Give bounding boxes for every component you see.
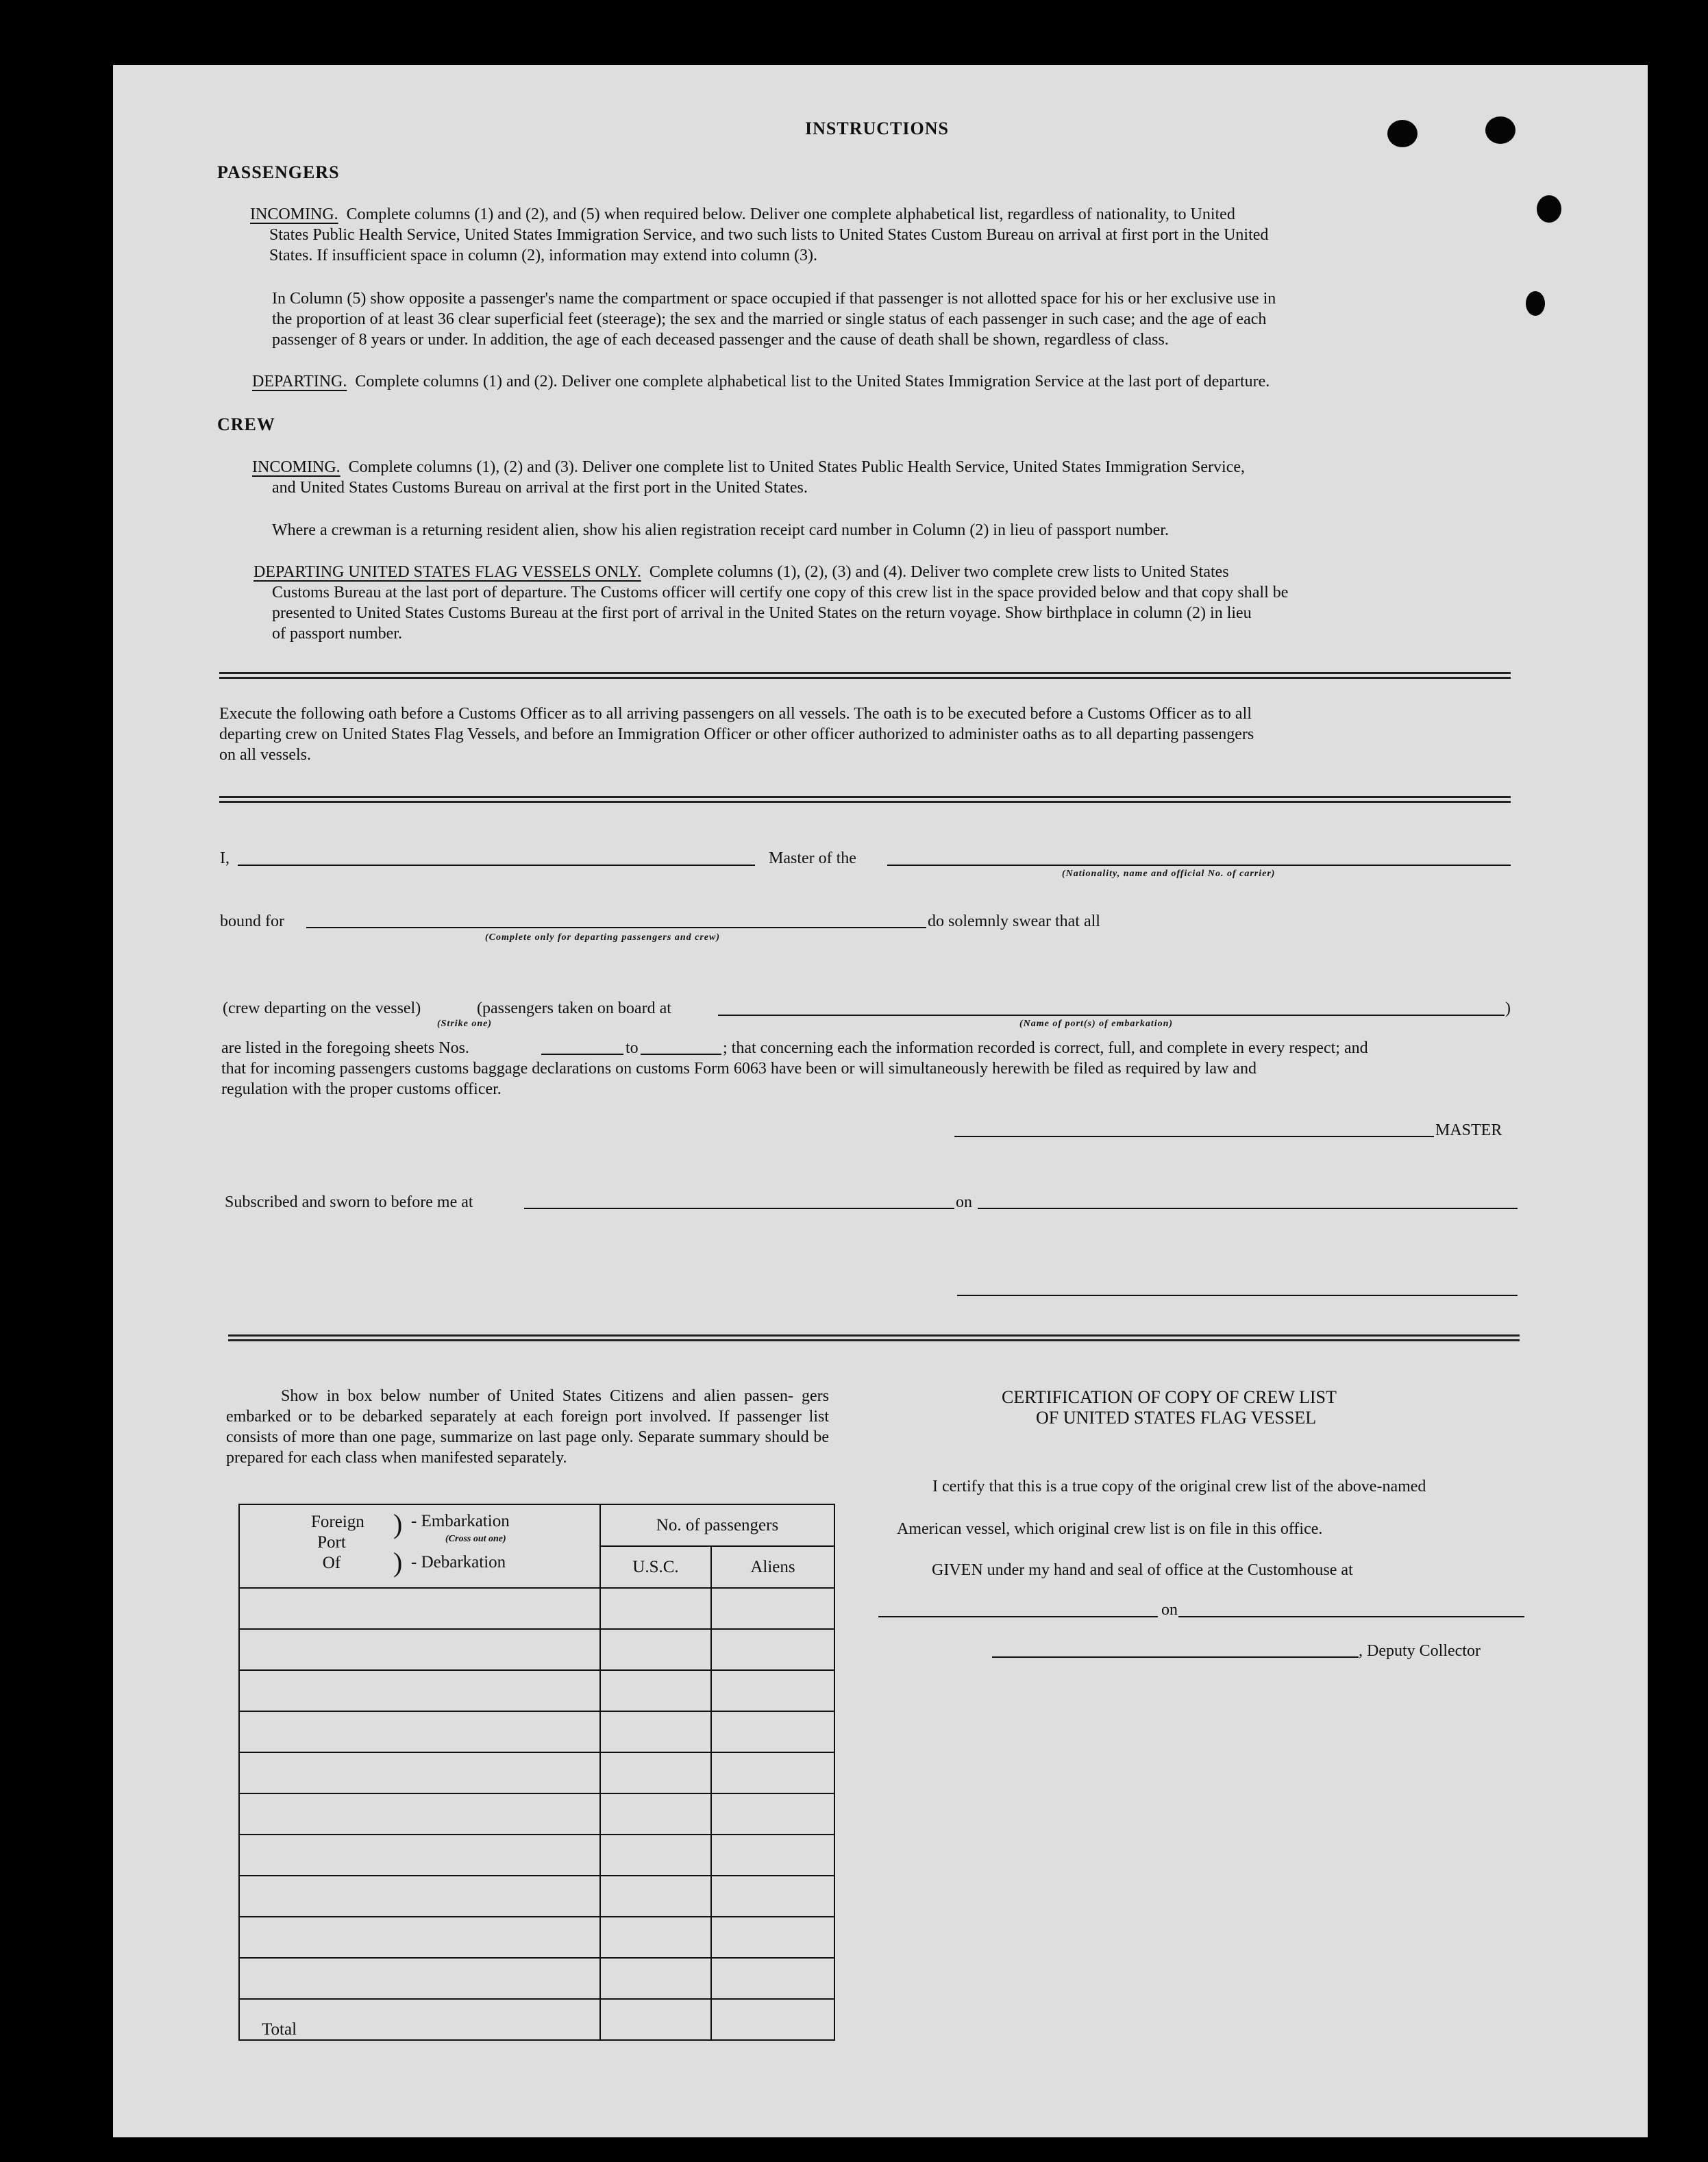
subscribed-date-field[interactable]	[978, 1208, 1518, 1209]
certification-title-line2: OF UNITED STATES FLAG VESSEL	[1036, 1408, 1317, 1428]
certification-on-label: on	[1161, 1601, 1178, 1619]
master-name-field[interactable]	[238, 865, 755, 866]
listed-suffix: ; that concerning each the information recorded is correct, full, and complete in every respect; and	[723, 1039, 1368, 1057]
divider	[228, 1334, 1520, 1341]
master-signature-field[interactable]	[954, 1136, 1434, 1137]
master-label: MASTER	[1435, 1121, 1502, 1139]
punch-hole	[1526, 291, 1545, 316]
listed-prefix: are listed in the foregoing sheets Nos.	[221, 1039, 469, 1057]
usc-header: U.S.C.	[600, 1546, 711, 1588]
crew-departing-line1: DEPARTING UNITED STATES FLAG VESSELS ONLY. Complete columns (1), (2), (3) and (4). Deliver two complete crew lists to United States	[253, 563, 1229, 581]
bound-for-label: bound for	[220, 912, 284, 930]
certify-line1: I certify that this is a true copy of the original crew list of the above-named	[932, 1478, 1426, 1495]
crew-departing-line3: presented to United States Customs Bureau at the first port of arrival in the United States on the return voyage. Show birthplace in column (2) in lieu	[272, 604, 1252, 622]
passengers-departing-label: DEPARTING.	[252, 373, 347, 390]
crew-heading: CREW	[217, 414, 275, 434]
certify-line2: American vessel, which original crew list is on file in this office.	[897, 1520, 1323, 1538]
crew-departing-line2: Customs Bureau at the last port of departure. The Customs officer will certify one copy of this crew list in the space provided below and that copy shall be	[272, 584, 1289, 601]
ports-caption: (Name of port(s) of embarkation)	[1019, 1019, 1174, 1029]
listed-line3: regulation with the proper customs officer.	[221, 1080, 502, 1098]
crew-departing-line4: of passport number.	[272, 625, 402, 643]
subscribed-label: Subscribed and sworn to before me at	[225, 1193, 473, 1211]
oath-intro-line2: departing crew on United States Flag Vessels, and before an Immigration Officer or other officer authorized to administer oaths as to all departing passengers	[219, 725, 1254, 743]
carrier-field[interactable]	[887, 865, 1511, 866]
aliens-header: Aliens	[711, 1546, 834, 1588]
form-page	[113, 65, 1648, 2137]
passengers-incoming-line1: INCOMING. Complete columns (1) and (2), and (5) when required below. Deliver one complete alphabetical list, regardless of nationality, to United	[250, 206, 1235, 223]
deputy-collector-label: , Deputy Collector	[1359, 1642, 1481, 1660]
oath-intro-line3: on all vessels.	[219, 746, 311, 764]
table-row[interactable]	[239, 1752, 600, 1793]
total-aliens[interactable]	[711, 1999, 834, 2040]
column5-line3: passenger of 8 years or under. In addition, the age of each deceased passenger and the cause of death shall be shown, regardless of class.	[272, 331, 1169, 349]
officer-signature-field[interactable]	[957, 1295, 1518, 1296]
table-row[interactable]	[239, 1835, 600, 1876]
subscribed-on-label: on	[956, 1193, 972, 1211]
sheet-to-field[interactable]	[641, 1054, 721, 1055]
certification-title-line1: CERTIFICATION OF COPY OF CREW LIST	[1002, 1387, 1337, 1407]
passenger-summary-table	[238, 1504, 835, 2041]
carrier-caption: (Nationality, name and official No. of carrier)	[1062, 869, 1276, 879]
divider	[219, 796, 1511, 803]
total-row-label: Total	[239, 1999, 600, 2040]
crew-departing-option: (crew departing on the vessel)	[223, 999, 421, 1017]
table-row[interactable]	[239, 1711, 600, 1752]
crew-departing-label: DEPARTING UNITED STATES FLAG VESSELS ONLY.	[253, 563, 641, 581]
crew-incoming-line1: INCOMING. Complete columns (1), (2) and (3). Deliver one complete list to United States Public Health Service, United States Immigration Service,	[252, 458, 1246, 476]
table-row[interactable]	[239, 1958, 600, 1999]
punch-hole	[1485, 116, 1515, 144]
column5-line2: the proportion of at least 36 clear superficial feet (steerage); the sex and the married or single status of each passenger in such case; and the age of each	[272, 310, 1267, 328]
listed-to: to	[626, 1039, 639, 1057]
ports-field[interactable]	[718, 1015, 1505, 1016]
passengers-departing: DEPARTING. Complete columns (1) and (2). Deliver one complete alphabetical list to the United States Immigration Service at the last port of departure.	[252, 373, 1270, 390]
sheet-from-field[interactable]	[541, 1054, 623, 1055]
table-row[interactable]	[239, 1588, 600, 1629]
table-row[interactable]	[239, 1876, 600, 1917]
passengers-incoming-line2: States Public Health Service, United States Immigration Service, and two such lists to United States Custom Bureau on arrival at first port in the United	[269, 226, 1269, 244]
table-row[interactable]	[239, 1670, 600, 1711]
close-paren: )	[1505, 999, 1511, 1017]
page-title: INSTRUCTIONS	[805, 119, 949, 138]
table-row[interactable]	[239, 1917, 600, 1958]
deputy-signature-field[interactable]	[992, 1656, 1359, 1658]
crew-incoming-line2: and United States Customs Bureau on arrival at the first port in the United States.	[272, 479, 808, 497]
subscribed-place-field[interactable]	[524, 1208, 954, 1209]
strike-caption: (Strike one)	[437, 1019, 493, 1029]
certification-place-field[interactable]	[878, 1616, 1158, 1617]
bound-caption: (Complete only for departing passengers and crew)	[485, 932, 720, 943]
bound-for-field[interactable]	[306, 927, 926, 928]
crew-incoming-label: INCOMING.	[252, 458, 341, 476]
punch-hole	[1537, 195, 1561, 223]
given-text: GIVEN under my hand and seal of office at the Customhouse at	[932, 1561, 1353, 1579]
oath-intro-line1: Execute the following oath before a Customs Officer as to all arriving passengers on all vessels. The oath is to be executed before a Customs Officer as to all	[219, 705, 1252, 723]
table-row[interactable]	[239, 1793, 600, 1835]
table-row[interactable]	[239, 1629, 600, 1670]
passengers-incoming-label: INCOMING.	[250, 206, 338, 223]
passengers-taken-option: (passengers taken on board at	[477, 999, 671, 1017]
master-of-label: Master of the	[769, 849, 856, 867]
passengers-incoming-line3: States. If insufficient space in column (2), information may extend into column (3).	[269, 247, 818, 264]
certification-date-field[interactable]	[1178, 1616, 1524, 1617]
brace: ) )	[393, 1508, 403, 1578]
summary-intro: Show in box below number of United States Citizens and alien passen- gers embarked or to be debarked separately at each foreign port involved. If passenger list consists of more than one page, summarize on last page only. Separate summary should be prepared for each class when manifested separately.	[226, 1387, 830, 1467]
swear-label: do solemnly swear that all	[928, 912, 1100, 930]
foreign-port-header: Foreign Port Of ) ) - Embarkation (Cross out one) - Debarkation	[239, 1504, 600, 1588]
punch-hole	[1387, 120, 1418, 147]
listed-line2: that for incoming passengers customs baggage declarations on customs Form 6063 have been or will simultaneously herewith be filed as required by law and	[221, 1060, 1257, 1078]
crew-resident-text: Where a crewman is a returning resident alien, show his alien registration receipt card number in Column (2) in lieu of passport number.	[272, 521, 1169, 539]
column5-line1: In Column (5) show opposite a passenger's name the compartment or space occupied if that passenger is not allotted space for his or her exclusive use in	[272, 290, 1276, 308]
oath-i-label: I,	[220, 849, 230, 867]
passengers-heading: PASSENGERS	[217, 162, 340, 182]
divider	[219, 672, 1511, 679]
no-of-passengers-header: No. of passengers	[600, 1504, 834, 1546]
total-usc[interactable]	[600, 1999, 711, 2040]
